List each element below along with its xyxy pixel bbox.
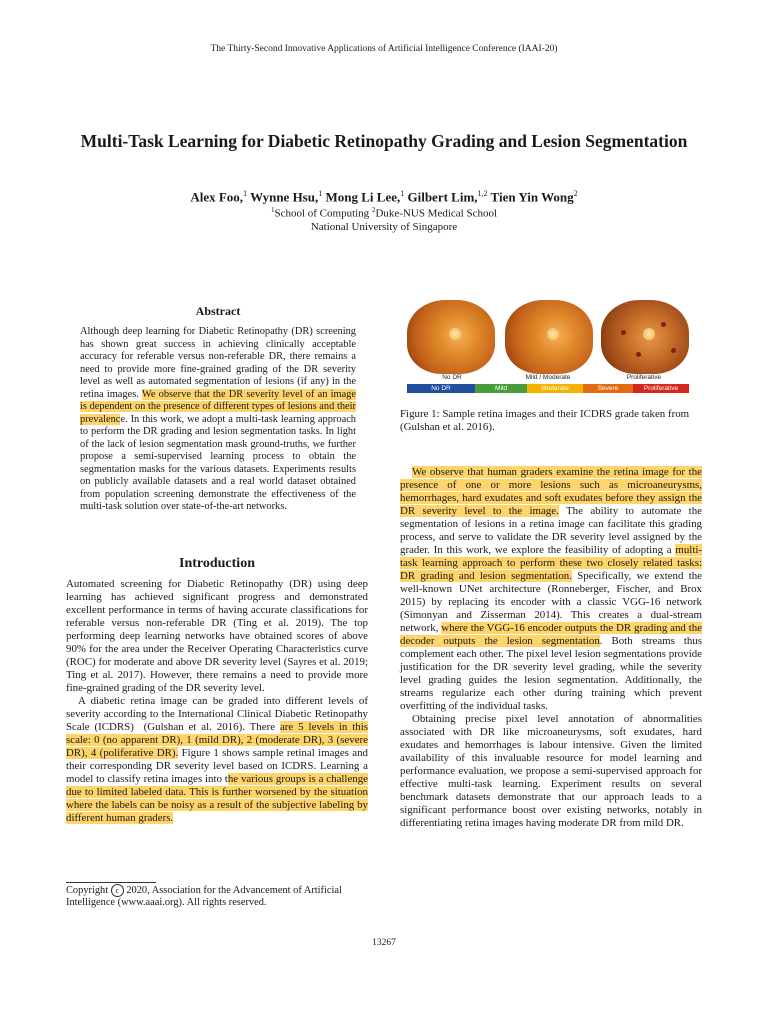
image-label-no-dr: No DR [442, 374, 462, 381]
retina-image-mild-moderate [505, 300, 593, 374]
image-label-mild-moderate: Mild / Moderate [525, 374, 571, 381]
scale-segment-moderate: Moderate [527, 384, 583, 393]
scale-segment-mild: Mild [475, 384, 527, 393]
right-paragraph-1: We observe that human graders examine the retina image for the presence of one or more lesions such as microaneurysms, hemorrhages, hard exudates and soft exudates before they assign the DR severity level to the image. The ability to automate the segmentation of lesions in a retina image can facilitate this grading process, and serve to validate the DR severity level assigned by the grader. In this work, we explore the feasibility of adopting a multi-task learning approach to perform these two closely related tasks: DR grading and lesion segmentation. Specifically, we extend the well-known UNet architecture (Ronneberger, Fischer, and Brox 2015) by replacing its encoder with a classic VGG-16 network (Simonyan and Zisserman 2014). This creates a dual-stream network, where the VGG-16 encoder outputs the DR grading and the decoder outputs the lesion segmentation. Both streams thus complement each other. The pixel level lesion segmentations provide justification for the DR severity level grading, while the severity level grading guides the lesion segmentation. Additionally, the streams regularize each other during training which prevent overfitting of the individual tasks. [400, 466, 702, 712]
abstract-body: Although deep learning for Diabetic Retinopathy (DR) screening has shown great success in achieving clinically acceptable accuracy for referable versus non-referable DR, there remains a need to provide more fine-grained grading of the DR severity level as well as automated segmentation of lesions (if any) in the retina images. We observe that the DR severity level of an image is dependent on the presence of different types of lesions and their prevalence. In this work, we adopt a multi-task learning approach to perform the DR grading and lesion segmentation tasks. In light of the lack of lesion segmentation mask ground-truths, we further propose a semi-supervised learning process to obtain the segmentation masks for the various datasets. Experiments results on publicly available datasets and a real world dataset obtained from population screening demonstrate the effectiveness of the multi-task solution over state-of-the-art networks. [80, 326, 356, 512]
paper-title: Multi-Task Learning for Diabetic Retinopathy Grading and Lesion Segmentation [80, 131, 688, 151]
page-number: 13267 [372, 938, 396, 948]
figure-1-caption: Figure 1: Sample retina images and their ICDRS grade taken from (Gulshan et al. 2016). [400, 408, 690, 433]
affiliation-line-1: $^1$School of Computing $^2$Duke-NUS Medical School [270, 206, 498, 220]
introduction-paragraph-2: A diabetic retina image can be graded into different levels of severity according to the International Clinical Diabetic Retinopathy Scale (ICDRS) (Gulshan et al. 2016). There are 5 levels in this scale: 0 (no apparent DR), 1 (mild DR), 2 (moderate DR), 3 (severe DR), 4 (poliferative DR). Figure 1 shows sample retinal images and their corresponding DR severity level based on ICDRS. Learning a model to classify retina images into the various groups is a challenge due to limited labeled data. This is further worsened by the situation where the labels can be noisy as a result of the subjective labeling by different human graders. [66, 695, 369, 824]
conference-header: The Thirty-Second Innovative Applications of Artificial Intelligence Conference (IAAI-20) [210, 44, 558, 54]
footnote-rule [66, 882, 156, 883]
right-paragraph-2: Obtaining precise pixel level annotation of abnormalities associated with DR like microaneurysms, soft exudates, hard exudates and hemorrhages is labour intensive. Given the limited availability of this invaluable resource for model learning and performance evaluation, we propose a semi-supervised approach for effective multi-task learning. Experiment results on several benchmark datasets demonstrate that our approach leads to a significant performance boost over existing networks, notably in differentiating retina images having moderate DR from mild DR. [400, 713, 702, 829]
retina-image-no-dr [407, 300, 495, 374]
image-label-proliferative: Proliferative [626, 374, 662, 381]
affiliation-line-2: National University of Singapore [310, 221, 458, 233]
introduction-body [66, 578, 368, 825]
scale-segment-no-dr: No DR [407, 384, 475, 393]
scale-segment-proliferative: Proliferative [633, 384, 689, 393]
right-column-body [400, 466, 702, 830]
author-list: Alex Foo,$^1$ Wynne Hsu,$^1$ Mong Li Lee,$^1$ Gilbert Lim,$^{1,2}$ Tien Yin Wong$^2$ [190, 189, 578, 205]
abstract-heading: Abstract [195, 304, 241, 318]
introduction-paragraph-1: Automated screening for Diabetic Retinopathy (DR) using deep learning has achieved significant progress and demonstrated excellent performance in terms of having accurate classifications for referable versus non-referable DR (Ting et al. 2019). The top performing deep learning networks have obtained scores of above 90% for the area under the Receiver Operating Characteristics curve (ROC) for moderate and above DR severity level (Sayres et al. 2019; Ting et al. 2017). However, there remains a need to provide more fine-grained grading of the DR severity level. [66, 578, 368, 694]
severity-scale-bar [407, 384, 689, 393]
retina-image-proliferative [601, 300, 689, 374]
scale-segment-severe: Severe [583, 384, 633, 393]
copyright-notice: Copyright c 2020, Association for the Advancement of Artificial Intelligence (www.aaai.org). All rights reserved. [66, 884, 342, 909]
figure-1 [407, 300, 689, 396]
introduction-heading: Introduction [179, 556, 255, 571]
